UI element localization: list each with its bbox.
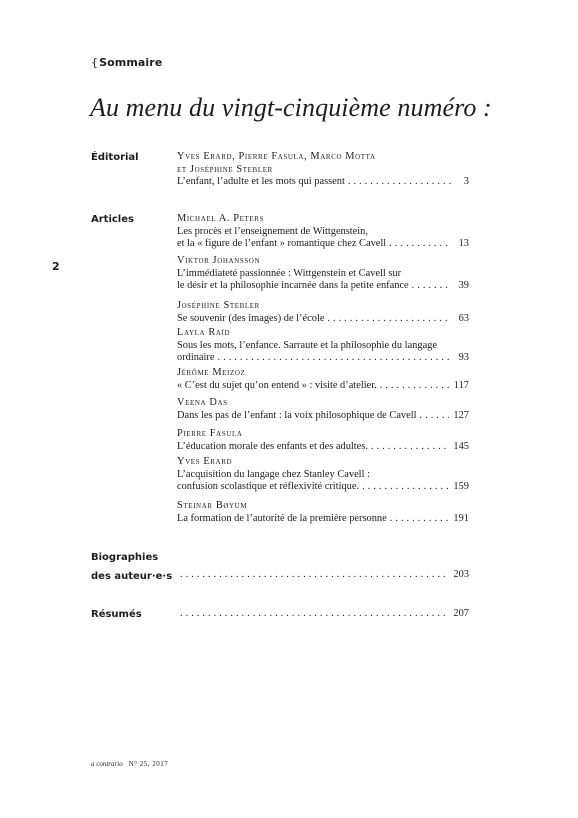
entry-author: Veena Das — [177, 397, 228, 408]
entry-page: 159 — [453, 481, 469, 493]
toc-entry[interactable] — [177, 327, 469, 365]
toc-entry[interactable] — [177, 213, 469, 251]
entry-author: Viktor Johansson — [177, 255, 261, 266]
entry-page: 203 — [453, 569, 469, 580]
entry-title-line: Les procès et l’enseignement de Wittgenstein, — [177, 225, 368, 237]
entry-page: 63 — [458, 312, 469, 324]
entry-title-line: L’immédiateté passionnée : Wittgenstein et Cavell sur — [177, 267, 402, 279]
entry-page: 3 — [463, 176, 469, 188]
dot-leader — [218, 352, 451, 365]
dot-leader — [390, 513, 450, 526]
toc-entry-biographies[interactable] — [177, 569, 469, 582]
entry-page: 117 — [453, 379, 469, 391]
toc-entry[interactable] — [177, 300, 469, 325]
category-biographies-line2: des auteur·e·s — [91, 571, 173, 582]
category-biographies-line1: Biographies — [91, 552, 159, 563]
entry-author: Michael A. Peters — [177, 213, 264, 224]
section-brace: { — [91, 56, 99, 69]
entry-author: Pierre Fasula — [177, 428, 243, 439]
toc-entry-resumes[interactable] — [177, 608, 469, 621]
dot-leader — [348, 176, 451, 189]
entry-title-line: « C’est du sujet qu’on entend » : visite d’atelier. — [177, 379, 377, 391]
toc-entry[interactable] — [177, 456, 469, 494]
category-articles: Articles — [91, 214, 134, 225]
entry-title-line: La formation de l’autorité de la première personne — [177, 512, 387, 524]
category-biographies — [91, 548, 172, 586]
entry-title: L’enfant, l’adulte et les mots qui passent — [177, 176, 345, 188]
dot-leader — [327, 313, 451, 326]
toc-entry[interactable] — [177, 397, 469, 422]
dot-leader — [362, 481, 449, 494]
entry-title-line: confusion scolastique et réflexivité critique. — [177, 481, 360, 493]
dot-leader — [420, 410, 450, 423]
toc-entry-editorial[interactable] — [177, 151, 469, 189]
entry-page: 207 — [453, 608, 469, 619]
entry-title-line: L’acquisition du langage chez Stanley Cavell : — [177, 468, 370, 480]
footer-brand: a contrario — [91, 760, 123, 768]
page-number: 2 — [52, 260, 60, 273]
dot-leader — [412, 280, 451, 293]
toc-entry[interactable] — [177, 428, 469, 453]
entry-page: 39 — [458, 280, 469, 292]
dot-leader — [371, 441, 449, 454]
entry-authors-cont: et Joséphine Stebler — [177, 163, 273, 175]
toc-entry[interactable] — [177, 255, 469, 293]
footer-issue: N° 25, 2017 — [128, 760, 169, 768]
entry-author: Jérôme Meizoz — [177, 367, 246, 378]
dot-leader — [180, 608, 449, 621]
category-editorial: Éditorial — [91, 152, 139, 163]
entry-title-line: Sous les mots, l’enfance. Sarraute et la philosophie du langage — [177, 339, 437, 351]
page-footer — [91, 760, 168, 768]
entry-author: Joséphine Stebler — [177, 300, 260, 311]
entry-page: 13 — [458, 238, 469, 250]
entry-title-line: Se souvenir (des images) de l’école — [177, 312, 325, 324]
entry-title-line: le désir et la philosophie incarnée dans la petite enfance — [177, 280, 409, 292]
toc-entry[interactable] — [177, 500, 469, 525]
dot-leader — [180, 569, 449, 582]
section-label — [91, 56, 162, 69]
entry-title-line: et la « figure de l’enfant » romantique chez Cavell — [177, 238, 387, 250]
entry-title-line: Dans les pas de l’enfant : la voix philosophique de Cavell — [177, 409, 417, 421]
entry-author: Steinar Bøyum — [177, 500, 248, 511]
toc-entry[interactable] — [177, 367, 469, 392]
entry-title-line: L’éducation morale des enfants et des adultes. — [177, 440, 368, 452]
page-title: Au menu du vingt-cinquième numéro : — [90, 93, 492, 122]
section-name: Sommaire — [99, 56, 163, 69]
entry-title-line: ordinaire — [177, 352, 215, 364]
category-resumes: Résumés — [91, 609, 142, 620]
dot-leader — [380, 380, 450, 393]
entry-author: Yves Erard — [177, 456, 233, 467]
dot-leader — [389, 238, 451, 251]
entry-page: 191 — [453, 512, 469, 524]
entry-authors: Yves Erard, Pierre Fasula, Marco Motta — [177, 151, 376, 162]
entry-page: 145 — [453, 440, 469, 452]
entry-page: 127 — [453, 409, 469, 421]
entry-page: 93 — [458, 352, 469, 364]
entry-author: Layla Raïd — [177, 327, 231, 338]
